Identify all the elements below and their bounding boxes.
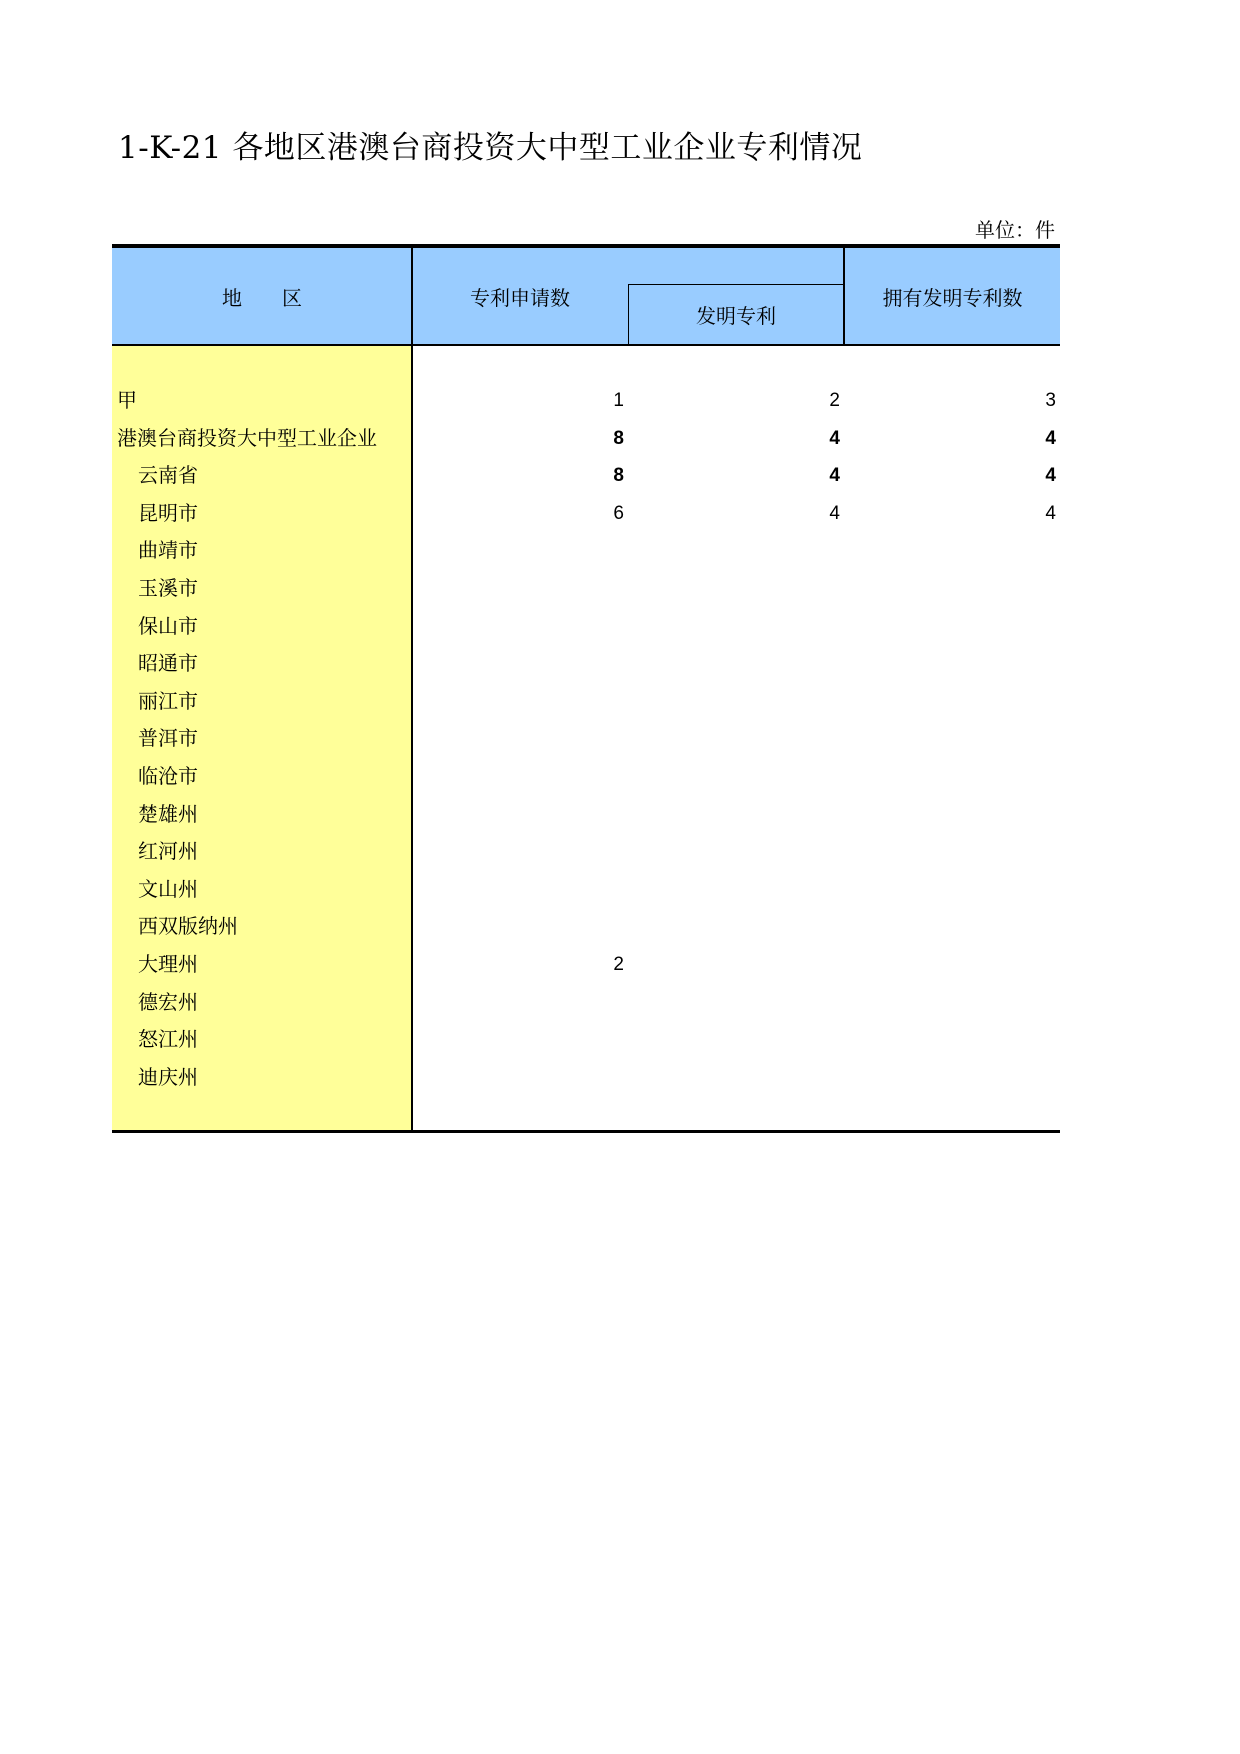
table-row	[112, 1059, 1060, 1096]
table-row	[112, 984, 1060, 1021]
cell-c2: 2	[829, 390, 840, 411]
table-row	[112, 532, 1060, 569]
header-owned-invention-patents: 拥有发明专利数	[882, 286, 1023, 310]
row-label: 红河州	[138, 839, 198, 864]
table-row	[112, 908, 1060, 945]
table-row	[112, 495, 1060, 532]
cell-c1: 8	[613, 427, 624, 449]
row-label: 丽江市	[138, 688, 198, 713]
cell-c1: 1	[613, 390, 624, 411]
cell-c3: 4	[1045, 502, 1056, 524]
row-label: 西双版纳州	[138, 914, 238, 939]
row-label: 玉溪市	[138, 576, 198, 600]
cell-c3: 4	[1045, 465, 1056, 487]
table-row	[112, 833, 1060, 870]
row-label: 昭通市	[138, 651, 198, 676]
unit-label: 单位：件	[975, 218, 1055, 242]
header-patent-applications: 专利申请数	[470, 286, 570, 310]
row-label: 甲	[117, 388, 137, 412]
table-row	[112, 946, 1060, 983]
cell-c1: 2	[613, 954, 624, 975]
table-row	[112, 420, 1060, 457]
cell-c3: 4	[1045, 427, 1056, 449]
header-invention-patents: 发明专利	[696, 304, 776, 328]
row-label: 云南省	[138, 463, 198, 488]
table-row	[112, 382, 1060, 419]
row-label: 迪庆州	[138, 1064, 198, 1089]
cell-c2: 4	[829, 427, 840, 449]
row-label: 文山州	[138, 876, 198, 901]
patent-table	[112, 244, 1060, 1134]
row-label: 普洱市	[138, 726, 198, 751]
table-row	[112, 457, 1060, 494]
header-region: 地 区	[222, 286, 302, 310]
cell-c2: 4	[829, 465, 840, 487]
row-label: 楚雄州	[138, 801, 198, 826]
row-label: 港澳台商投资大中型工业企业	[117, 425, 377, 450]
row-label: 怒江州	[138, 1027, 198, 1052]
cell-c1: 8	[613, 465, 624, 487]
table-row	[112, 871, 1060, 908]
table-row	[112, 796, 1060, 833]
table-top-rule	[112, 244, 1060, 248]
table-row	[112, 570, 1060, 607]
table-row	[112, 608, 1060, 645]
cell-c1: 6	[613, 502, 624, 524]
row-label: 曲靖市	[138, 538, 198, 563]
table-row	[112, 1021, 1060, 1058]
row-label: 临沧市	[138, 764, 198, 788]
page-title: 1-K-21 各地区港澳台商投资大中型工业企业专利情况	[118, 130, 863, 166]
row-label: 德宏州	[138, 989, 198, 1014]
table-row	[112, 683, 1060, 720]
table-row	[112, 758, 1060, 795]
header-bottom-rule	[112, 344, 1060, 346]
row-label: 保山市	[138, 613, 198, 638]
row-label: 大理州	[138, 952, 198, 976]
table-row	[112, 645, 1060, 682]
table-bottom-rule	[112, 1130, 1060, 1133]
row-label: 昆明市	[138, 500, 198, 525]
table-row	[112, 720, 1060, 757]
cell-c3: 3	[1045, 390, 1056, 411]
cell-c2: 4	[829, 502, 840, 524]
